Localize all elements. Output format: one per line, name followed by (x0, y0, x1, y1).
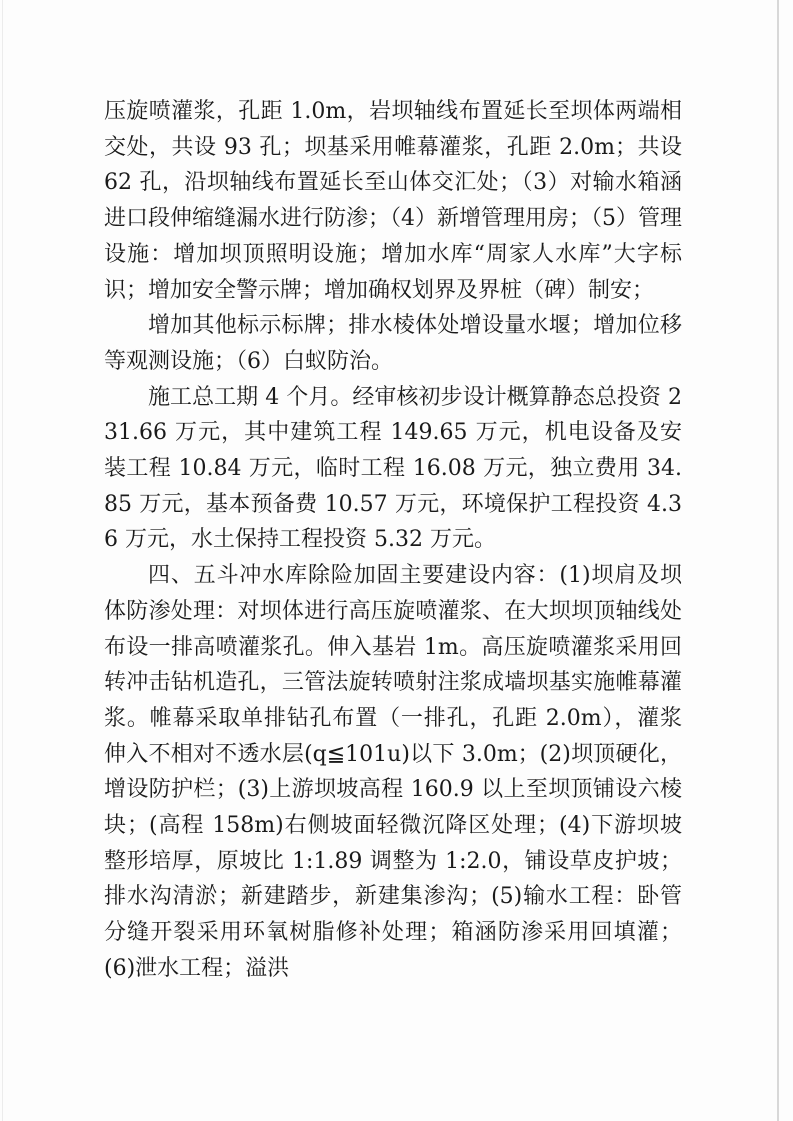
paragraph-additional-signs: 增加其他标示标牌；排水棱体处增设量水堰；增加位移等观测设施；（6）白蚁防治。 (104, 313, 682, 374)
page-right-edge (777, 0, 779, 1121)
paragraph-construction-period-budget: 施工总工期 4 个月。经审核初步设计概算静态总投资 231.66 万元，其中建筑工程 149.65 万元，机电设备及安装工程 10.84 万元，临时工程 16.08 万元，独立费用 34.85 万元，基本预备费 10.57 万元，环境保护工程投资 4.36 万元，水土保持工程投资 5.32 万元。 (104, 384, 682, 553)
page-left-edge (2, 0, 3, 1121)
paragraph-wudouchong-reservoir: 四、五斗冲水库除险加固主要建设内容：(1)坝肩及坝体防渗处理：对坝体进行高压旋喷灌浆、在大坝坝顶轴线处布设一排高喷灌浆孔。伸入基岩 1m。高压旋喷灌浆采用回转冲击钻机造孔，三管法旋转喷射注浆成墙坝基实施帷幕灌浆。帷幕采取单排钻孔布置（一排孔，孔距 2.0m），灌浆伸入不相对不透水层(q≦101u)以下 3.0m；(2)坝顶硬化，增设防护栏；(3)上游坝坡高程 160.9 以上至坝顶铺设六棱块；(高程 158m)右侧坡面轻微沉降区处理；(4)下游坝坡整形培厚，原坡比 1:1.89 调整为 1:2.0，铺设草皮护坡；排水沟清淤；新建踏步，新建集渗沟；(5)输水工程：卧管分缝开裂采用环氧树脂修补处理；箱涵防渗采用回填灌；(6)泄水工程；溢洪 (104, 563, 682, 981)
document-body (104, 94, 682, 987)
paragraph-continuation: 压旋喷灌浆，孔距 1.0m，岩坝轴线布置延长至坝体两端相交处，共设 93 孔；坝基采用帷幕灌浆，孔距 2.0m；共设 62 孔，沿坝轴线布置延长至山体交汇处；（3）对输水箱涵进口段伸缩缝漏水进行防渗；（4）新增管理用房；（5）管理设施：增加坝顶照明设施；增加水库“周家人水库”大字标识；增加安全警示牌；增加确权划界及界桩（碑）制安； (104, 99, 682, 303)
